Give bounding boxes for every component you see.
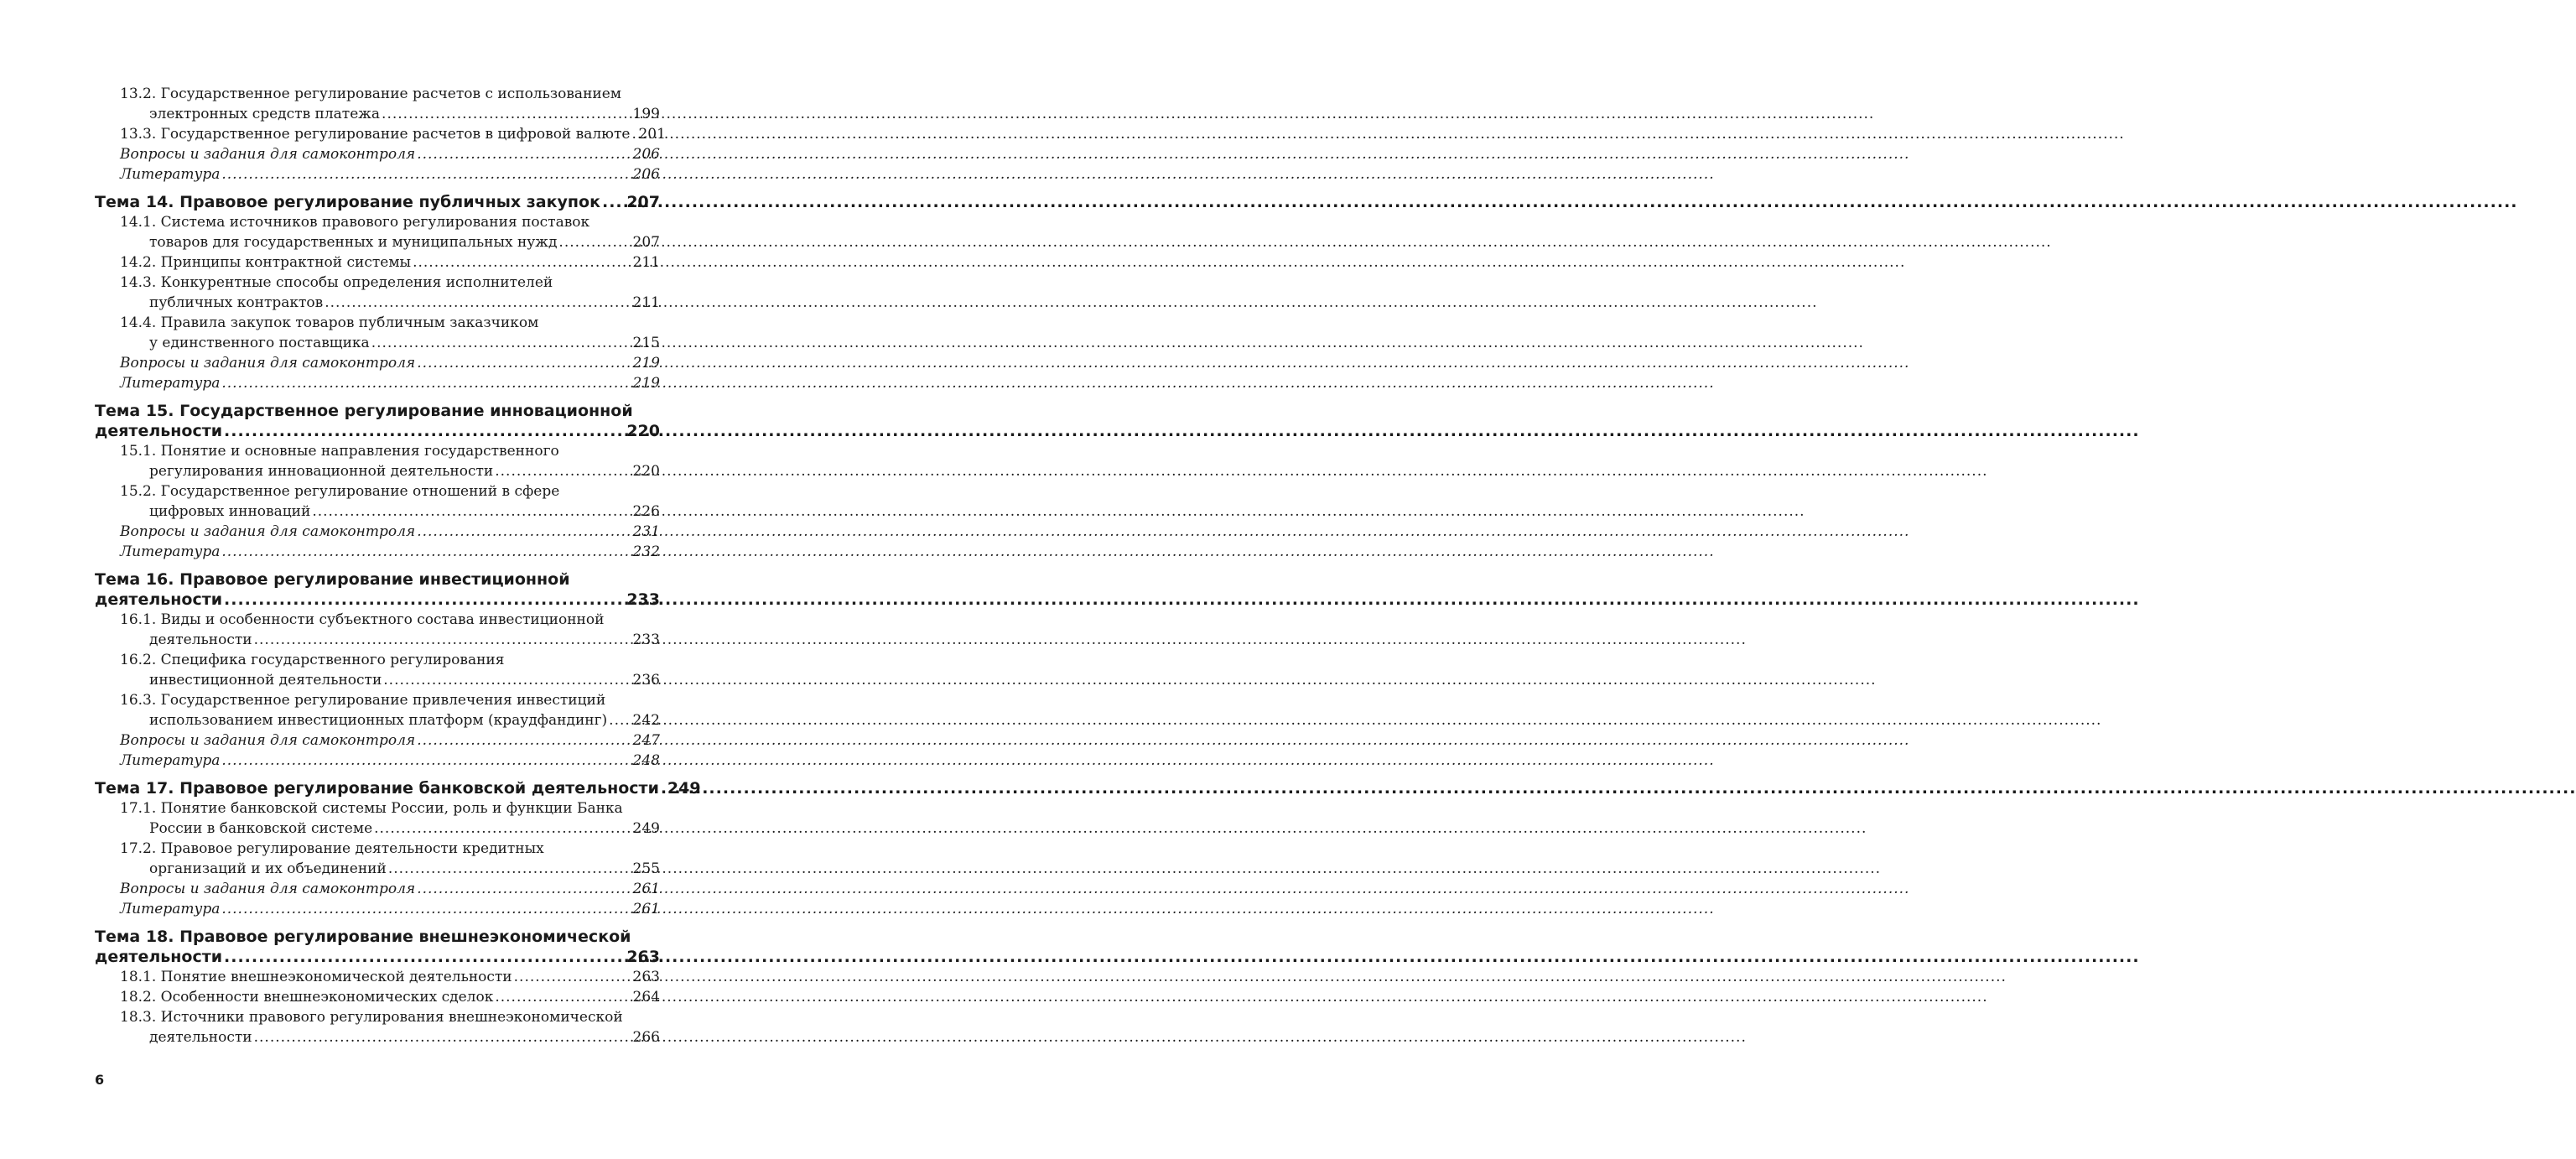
toc-entry-text: 18.2. Особенности внешнеэкономических сделок [120, 989, 494, 1006]
toc-subsection-entry [95, 798, 660, 819]
toc-entry-text: 13.2. Государственное регулирование расчетов с использованием [120, 86, 622, 102]
toc-page-number: 231 [632, 523, 660, 540]
toc-page-number: 220 [632, 463, 660, 480]
dot-leader [417, 522, 631, 542]
toc-subsection-entry [95, 232, 660, 252]
toc-subsection-entry [95, 710, 660, 730]
toc-subsection-entry [95, 690, 660, 710]
dot-leader [383, 670, 631, 690]
toc-topic-heading-continued [95, 590, 660, 610]
toc-entry-text: 16.2. Специфика государственного регулирования [120, 652, 505, 668]
toc-subsection-entry [95, 252, 660, 273]
toc-subsection-entry [95, 441, 660, 461]
toc-page-number: 242 [632, 712, 660, 729]
toc-subsection-entry [95, 461, 660, 481]
dot-leader [602, 192, 625, 212]
toc-subsection-entry [95, 481, 660, 502]
dot-leader [221, 751, 631, 771]
toc-page-number: 207 [626, 193, 660, 211]
dot-leader [388, 859, 631, 879]
toc-page-number: 236 [632, 672, 660, 689]
dot-leader [224, 421, 625, 441]
toc-entry-text: Литература [120, 901, 221, 917]
dot-leader [221, 542, 631, 562]
toc-entry-text: электронных средств платежа [149, 106, 381, 122]
toc-entry-text: деятельности [95, 590, 223, 609]
toc-subsection-entry [95, 502, 660, 522]
toc-subsection-entry [95, 313, 660, 333]
toc-entry-text: 17.2. Правовое регулирование деятельности кредитных [120, 840, 544, 857]
toc-topic-heading [95, 192, 660, 212]
toc-entry-text: Тема 17. Правовое регулирование банковской деятельности [95, 779, 659, 798]
toc-subsection-entry [95, 987, 660, 1007]
toc-entry-text: инвестиционной деятельности [149, 672, 382, 689]
toc-subsection-entry [95, 670, 660, 690]
toc-page-number: 226 [632, 503, 660, 520]
toc-entry-text: Тема 15. Государственное регулирование инновационной [95, 402, 633, 420]
toc-entry-text: регулирования инновационной деятельности [149, 463, 494, 480]
dot-leader [661, 778, 666, 798]
toc-auxiliary-entry [95, 730, 660, 751]
dot-leader [495, 461, 631, 481]
toc-entry-text: деятельности [95, 948, 223, 966]
toc-subsection-entry [95, 967, 660, 987]
toc-entry-text: 14.2. Принципы контрактной системы [120, 254, 412, 271]
toc-entry-text: Вопросы и задания для самоконтроля [120, 146, 416, 163]
toc-page-number: 201 [638, 126, 666, 143]
dot-leader [417, 353, 631, 373]
toc-page-number: 206 [632, 146, 660, 163]
dot-leader [325, 293, 631, 313]
toc-entry-text: 13.3. Государственное регулирование расчетов в цифровой валюте [120, 126, 631, 143]
dot-leader [417, 730, 631, 751]
toc-entry-text: 14.3. Конкурентные способы определения исполнителей [120, 274, 553, 291]
dot-leader [631, 124, 636, 144]
toc-entry-text: Литература [120, 166, 221, 183]
dot-leader [558, 232, 631, 252]
toc-page-number: 261 [632, 901, 660, 917]
toc-entry-text: Вопросы и задания для самоконтроля [120, 881, 416, 897]
toc-entry-text: цифровых инноваций [149, 503, 311, 520]
dot-leader [514, 967, 631, 987]
toc-entry-text: публичных контрактов [149, 294, 324, 311]
toc-subsection-entry [95, 84, 660, 104]
toc-entry-text: Литература [120, 543, 221, 560]
toc-topic-heading [95, 569, 660, 590]
toc-entry-text: 16.3. Государственное регулирование привлечения инвестиций [120, 692, 606, 709]
toc-entry-text: Тема 16. Правовое регулирование инвестиционной [95, 570, 570, 589]
toc-page-number: 264 [632, 989, 660, 1006]
dot-leader [495, 987, 631, 1007]
toc-page-number: 248 [632, 752, 660, 769]
dot-leader [221, 373, 631, 393]
toc-entry-text: 17.1. Понятие банковской системы России, роль и функции Банка [120, 800, 623, 817]
toc-page-number: 219 [632, 355, 660, 372]
toc-entry-text: использованием инвестиционных платформ (краудфандинг) [149, 712, 608, 729]
toc-auxiliary-entry [95, 144, 660, 164]
toc-entry-text: 15.1. Понятие и основные направления государственного [120, 443, 559, 460]
toc-auxiliary-entry [95, 164, 660, 185]
toc-entry-text: 18.3. Источники правового регулирования внешнеэкономической [120, 1009, 623, 1026]
toc-page-number: 263 [632, 969, 660, 985]
dot-leader [221, 899, 631, 919]
toc-auxiliary-entry [95, 899, 660, 919]
dot-leader [221, 164, 631, 185]
toc-entry-text: организаций и их объединений [149, 860, 387, 877]
toc-page-number: 249 [632, 820, 660, 837]
toc-entry-text: Литература [120, 752, 221, 769]
toc-entry-text: России в банковской системе [149, 820, 373, 837]
dot-leader [371, 333, 631, 353]
toc-page-number: 206 [632, 166, 660, 183]
toc-entry-text: Вопросы и задания для самоконтроля [120, 732, 416, 749]
dot-leader [312, 502, 631, 522]
toc-topic-heading-continued [95, 421, 660, 441]
toc-subsection-entry [95, 212, 660, 232]
toc-entry-text: деятельности [149, 631, 252, 648]
toc-entry-text: 16.1. Виды и особенности субъектного состава инвестиционной [120, 611, 605, 628]
toc-auxiliary-entry [95, 879, 660, 899]
dot-leader [374, 819, 631, 839]
toc-page-number: 233 [626, 590, 660, 609]
dot-leader [224, 590, 625, 610]
toc-page-number: 249 [667, 779, 701, 798]
toc-subsection-entry [95, 104, 660, 124]
dot-leader [224, 947, 625, 967]
toc-page-number: 219 [632, 375, 660, 392]
toc-entry-text: деятельности [95, 422, 223, 440]
toc-subsection-entry [95, 124, 666, 144]
toc-entry-text: Литература [120, 375, 221, 392]
dot-leader [254, 1027, 631, 1047]
toc-page-number: 266 [632, 1029, 660, 1046]
toc-page-number: 211 [632, 294, 660, 311]
toc-entry-text: деятельности [149, 1029, 252, 1046]
toc-page-number: 232 [632, 543, 660, 560]
toc-page-number: 247 [632, 732, 660, 749]
toc-subsection-entry [95, 1027, 660, 1047]
toc-auxiliary-entry [95, 522, 660, 542]
toc-subsection-entry [95, 1007, 660, 1027]
dot-leader [382, 104, 631, 124]
toc-entry-text: у единственного поставщика [149, 335, 370, 351]
toc-page-number: 211 [632, 254, 660, 271]
toc-topic-heading [95, 778, 701, 798]
toc-topic-heading [95, 927, 660, 947]
toc-auxiliary-entry [95, 751, 660, 771]
toc-page-number: 233 [632, 631, 660, 648]
toc-subsection-entry [95, 630, 660, 650]
dot-leader [254, 630, 631, 650]
toc-entry-text: Тема 18. Правовое регулирование внешнеэкономической [95, 928, 631, 946]
toc-subsection-entry [95, 610, 660, 630]
toc-page-number: 255 [632, 860, 660, 877]
toc-subsection-entry [95, 650, 660, 670]
toc-subsection-entry [95, 273, 660, 293]
toc-auxiliary-entry [95, 373, 660, 393]
toc-entry-text: 14.4. Правила закупок товаров публичным заказчиком [120, 314, 539, 331]
toc-topic-heading [95, 401, 660, 421]
page-number: 6 [95, 1072, 105, 1088]
toc-entry-text: товаров для государственных и муниципальных нужд [149, 234, 558, 251]
toc-page-number: 220 [626, 422, 660, 440]
toc-page-number: 263 [626, 948, 660, 966]
dot-leader [609, 710, 631, 730]
toc-entry-text: Тема 14. Правовое регулирование публичных закупок [95, 193, 600, 211]
table-of-contents [95, 84, 701, 1047]
toc-auxiliary-entry [95, 542, 660, 562]
toc-auxiliary-entry [95, 353, 660, 373]
toc-page-number: 207 [632, 234, 660, 251]
toc-entry-text: Вопросы и задания для самоконтроля [120, 523, 416, 540]
toc-subsection-entry [95, 839, 660, 859]
toc-page-number: 199 [632, 106, 660, 122]
toc-entry-text: 18.1. Понятие внешнеэкономической деятельности [120, 969, 512, 985]
toc-subsection-entry [95, 859, 660, 879]
dot-leader [417, 144, 631, 164]
toc-page-number: 261 [632, 881, 660, 897]
toc-subsection-entry [95, 333, 660, 353]
dot-leader [413, 252, 631, 273]
toc-entry-text: 15.2. Государственное регулирование отношений в сфере [120, 483, 560, 500]
toc-entry-text: Вопросы и задания для самоконтроля [120, 355, 416, 372]
toc-entry-text: 14.1. Система источников правового регулирования поставок [120, 214, 590, 231]
toc-page-number: 215 [632, 335, 660, 351]
dot-leader [417, 879, 631, 899]
toc-topic-heading-continued [95, 947, 660, 967]
toc-subsection-entry [95, 293, 660, 313]
toc-subsection-entry [95, 819, 660, 839]
